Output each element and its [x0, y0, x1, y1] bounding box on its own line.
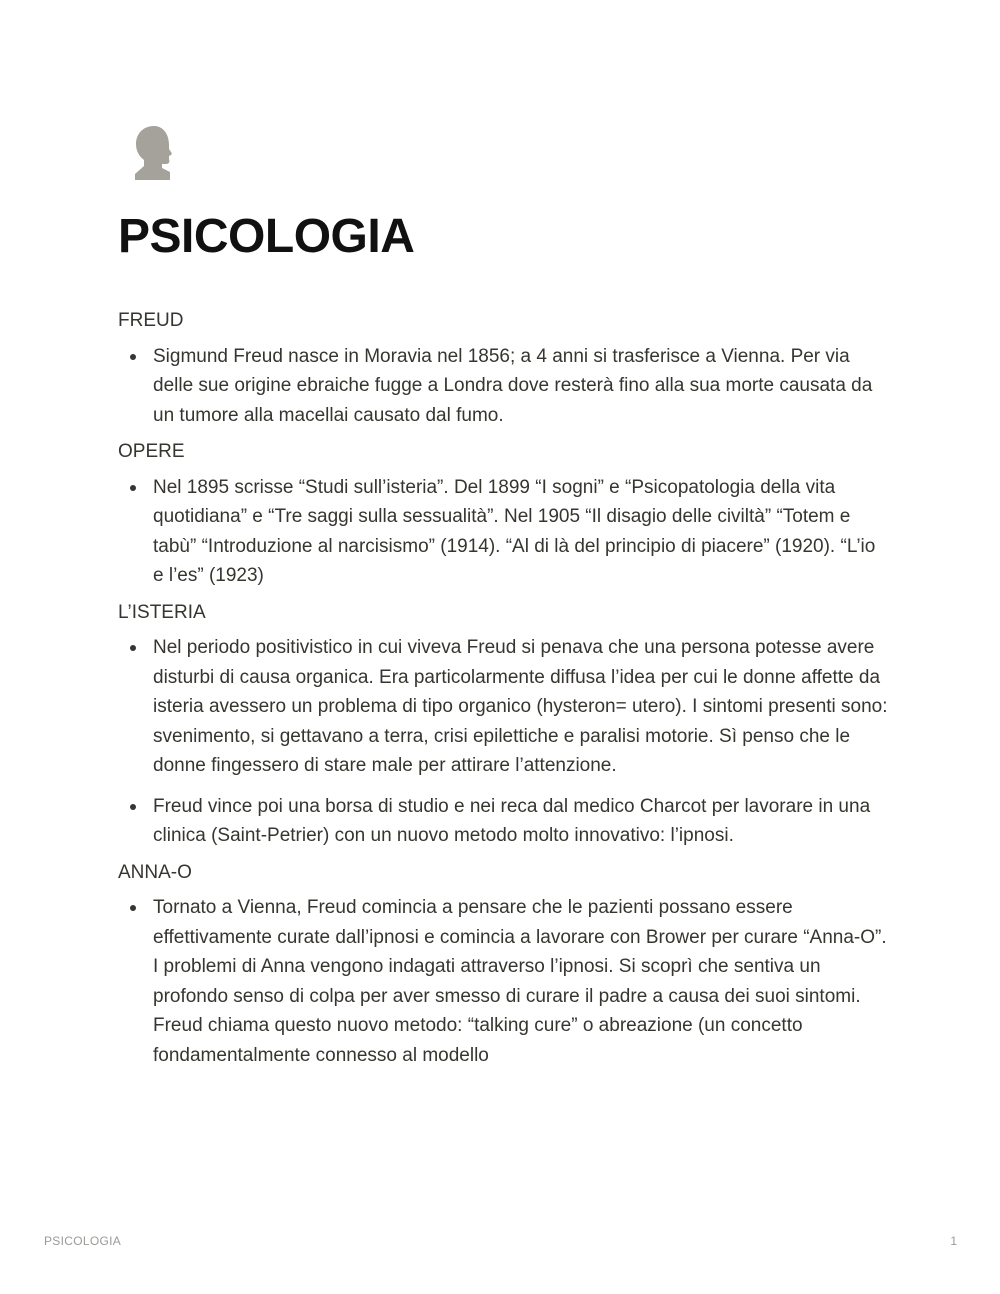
list-item-text: Freud vince poi una borsa di studio e nei reca dal medico Charcot per lavorare in una clinica (Saint-Petrier) con un nuovo metodo molto innovativo: l’ipnosi.: [153, 795, 871, 846]
bulleted-list: [118, 473, 888, 591]
head-silhouette-icon: [132, 124, 178, 182]
list-item: [118, 633, 888, 781]
list-item: [118, 792, 888, 851]
section-heading-anna-o: ANNA-O: [118, 861, 192, 883]
list-item-text: Sigmund Freud nasce in Moravia nel 1856; a 4 anni si trasferisce a Vienna. Per via delle sue origine ebraiche fugge a Londra dove resterà fino alla sua morte causata da un tumore alla macellai causato dal fumo.: [153, 345, 873, 426]
page-content: [118, 306, 888, 1077]
page-title: PSICOLOGIA: [118, 210, 415, 263]
list-item: [118, 893, 888, 1070]
bullet-dot: [130, 804, 136, 810]
bulleted-list: [118, 633, 888, 851]
bulleted-list: [118, 342, 888, 431]
bullet-dot: [130, 485, 136, 491]
list-item-text: Tornato a Vienna, Freud comincia a pensare che le pazienti possano essere effettivamente curate dall’ipnosi e comincia a lavorare con Brower per curare “Anna-O”. I problemi di Anna vengono indagati attraverso l’ipnosi. Si scoprì che sentiva un profondo senso di colpa per aver smesso di curare il padre a causa dei suoi sintomi. Freud chiama questo nuovo metodo: “talking cure” o abreazione (un concetto fondamentalmente connesso al modello: [153, 897, 887, 1066]
footer-document-title: PSICOLOGIA: [44, 1234, 122, 1248]
list-item: [118, 473, 888, 591]
bullet-dot: [130, 354, 136, 360]
footer-page-number: 1: [950, 1234, 957, 1248]
bulleted-list: [118, 893, 888, 1070]
list-item-text: Nel periodo positivistico in cui viveva Freud si penava che una persona potesse avere disturbi di causa organica. Era particolarmente diffusa l’idea per cui le donne affette da isteria avessero un problema di tipo organico (hysteron= utero). I sintomi presenti sono: svenimento, si gettavano a terra, crisi epilettiche e paralisi motorie. Sì penso che le donne fingessero di stare male per attirare l’attenzione.: [153, 637, 888, 776]
section-heading-isteria: L’ISTERIA: [118, 601, 206, 623]
section-heading-opere: OPERE: [118, 441, 185, 462]
list-item-text: Nel 1895 scrisse “Studi sull’isteria”. Del 1899 “I sogni” e “Psicopatologia della vita quotidiana” e “Tre saggi sulla sessualità”. Nel 1905 “Il disagio delle civiltà” “Totem e tabù” “Introduzione al narcisismo” (1914). “Al di là del principio di piacere” (1920). “L’io e l’es” (1923): [153, 476, 876, 586]
bullet-dot: [130, 645, 136, 651]
bullet-dot: [130, 905, 136, 911]
list-item: [118, 342, 888, 431]
section-heading-freud: FREUD: [118, 310, 184, 331]
